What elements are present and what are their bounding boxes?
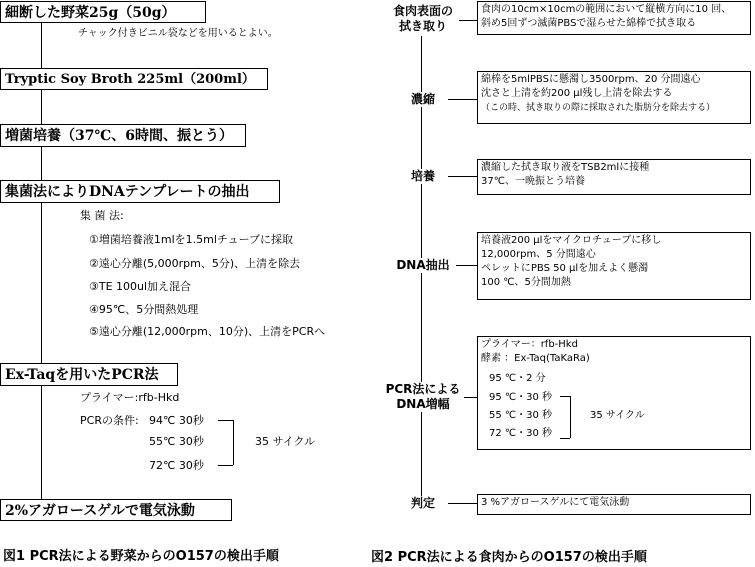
step1-note: チャック付きビニル袋などを用いるとよい。: [78, 28, 278, 39]
pcr-condition-3: 72℃ 30秒: [149, 459, 204, 472]
method-item-5: ⑤遠心分離(12,000rpm、10分)、上清をPCRへ: [89, 325, 326, 338]
detail-wipe: 食肉の10cm×10cmの範囲において縦横方向に10 回、 斜め5回ずつ滅菌PBSで湿らせた綿棒で拭き取る: [477, 1, 751, 35]
pcr-bracket-bottom: [218, 465, 233, 466]
step-ex-taq-pcr: Ex-Taqを用いたPCR法: [0, 363, 178, 386]
method-item-4: ④95℃、5分間熱処理: [89, 303, 199, 316]
figure1-caption: 図1 PCR法による野菜からのO157の検出手順: [3, 549, 279, 564]
connector-judgement: [448, 503, 477, 504]
right-bracket-side: [570, 396, 571, 438]
pcr-cycles-left: 35 サイクル: [255, 435, 316, 448]
left-flow-line: [41, 22, 42, 500]
step-label-wipe: 食肉表面の 拭き取り: [386, 4, 460, 34]
pcr-bracket-top: [218, 420, 233, 421]
detail-concentrate: 綿棒を5mlPBSに懸濁し3500rpm、20 分間遠心 沈さと上清を約200 μl残し上清を除去する （この時、拭き取りの際に採取された脂肪分を除去する）: [477, 71, 751, 124]
connector-wipe: [459, 20, 477, 21]
step-shred-vegetables: 細断した野菜25g（50g）: [0, 1, 206, 23]
method-title: 集 菌 法:: [80, 209, 124, 222]
right-bracket-bottom: [560, 438, 570, 439]
pcr-cycles-right: 35 サイクル: [590, 410, 645, 421]
step-label-culture: 培養: [396, 169, 450, 184]
step-label-judgement: 判定: [396, 496, 450, 511]
step-label-dna-extraction: DNA抽出: [388, 258, 458, 273]
pcr-step-2: 95 ℃・30 秒: [489, 392, 553, 403]
method-item-3: ③TE 100ul加え混合: [89, 280, 192, 293]
method-item-2: ②遠心分離(5,000rpm、5分)、上清を除去: [89, 257, 301, 270]
detail-pcr: プライマー：rfb-Hkd 酵素 ：Ex-Taq(TaKaRa): [477, 336, 751, 450]
step-enrichment-culture: 増菌培養（37℃、6時間、振とう）: [0, 124, 246, 147]
connector-dna: [456, 265, 477, 266]
connector-culture: [448, 176, 477, 177]
step-dna-extraction: 集菌法によりDNAテンプレートの抽出: [0, 180, 280, 203]
method-item-1: ①増菌培養液1mlを1.5mlチューブに採取: [89, 233, 294, 246]
pcr-bracket-side: [233, 420, 234, 465]
pcr-step-4: 72 ℃・30 秒: [489, 428, 553, 439]
detail-culture: 濃縮した拭き取り液をTSB2mlに接種 37℃、一晩振とう培養: [477, 159, 751, 195]
pcr-conditions-label: PCRの条件:: [80, 414, 139, 427]
pcr-step-1: 95 ℃・2 分: [489, 373, 546, 384]
pcr-condition-2: 55℃ 30秒: [149, 435, 204, 448]
connector-concentrate: [448, 99, 477, 100]
step-label-concentrate: 濃縮: [396, 92, 450, 107]
step-label-pcr: PCR法による DNA増幅: [380, 382, 466, 412]
right-bracket-top: [560, 396, 570, 397]
pcr-condition-1: 94℃ 30秒: [149, 414, 204, 427]
primer-label: プライマー:rfb-Hkd: [80, 391, 180, 404]
connector-pcr: [464, 397, 477, 398]
detail-judgement: 3 %アガロースゲルにて電気泳動: [477, 494, 751, 515]
step-tryptic-soy-broth: Tryptic Soy Broth 225ml（200ml）: [0, 68, 268, 90]
step-agarose-electrophoresis: 2%アガロースゲルで電気泳動: [0, 499, 232, 521]
pcr-step-3: 55 ℃・30 秒: [489, 410, 553, 421]
detail-dna-extraction: 培養液200 μlをマイクロチューブに移し 12,000rpm、5 分間遠心 ペレットにPBS 50 μlを加えよく懸濁 100 ℃、5分間加熱: [477, 232, 751, 300]
figure2-caption: 図2 PCR法による食肉からのO157の検出手順: [371, 550, 647, 565]
